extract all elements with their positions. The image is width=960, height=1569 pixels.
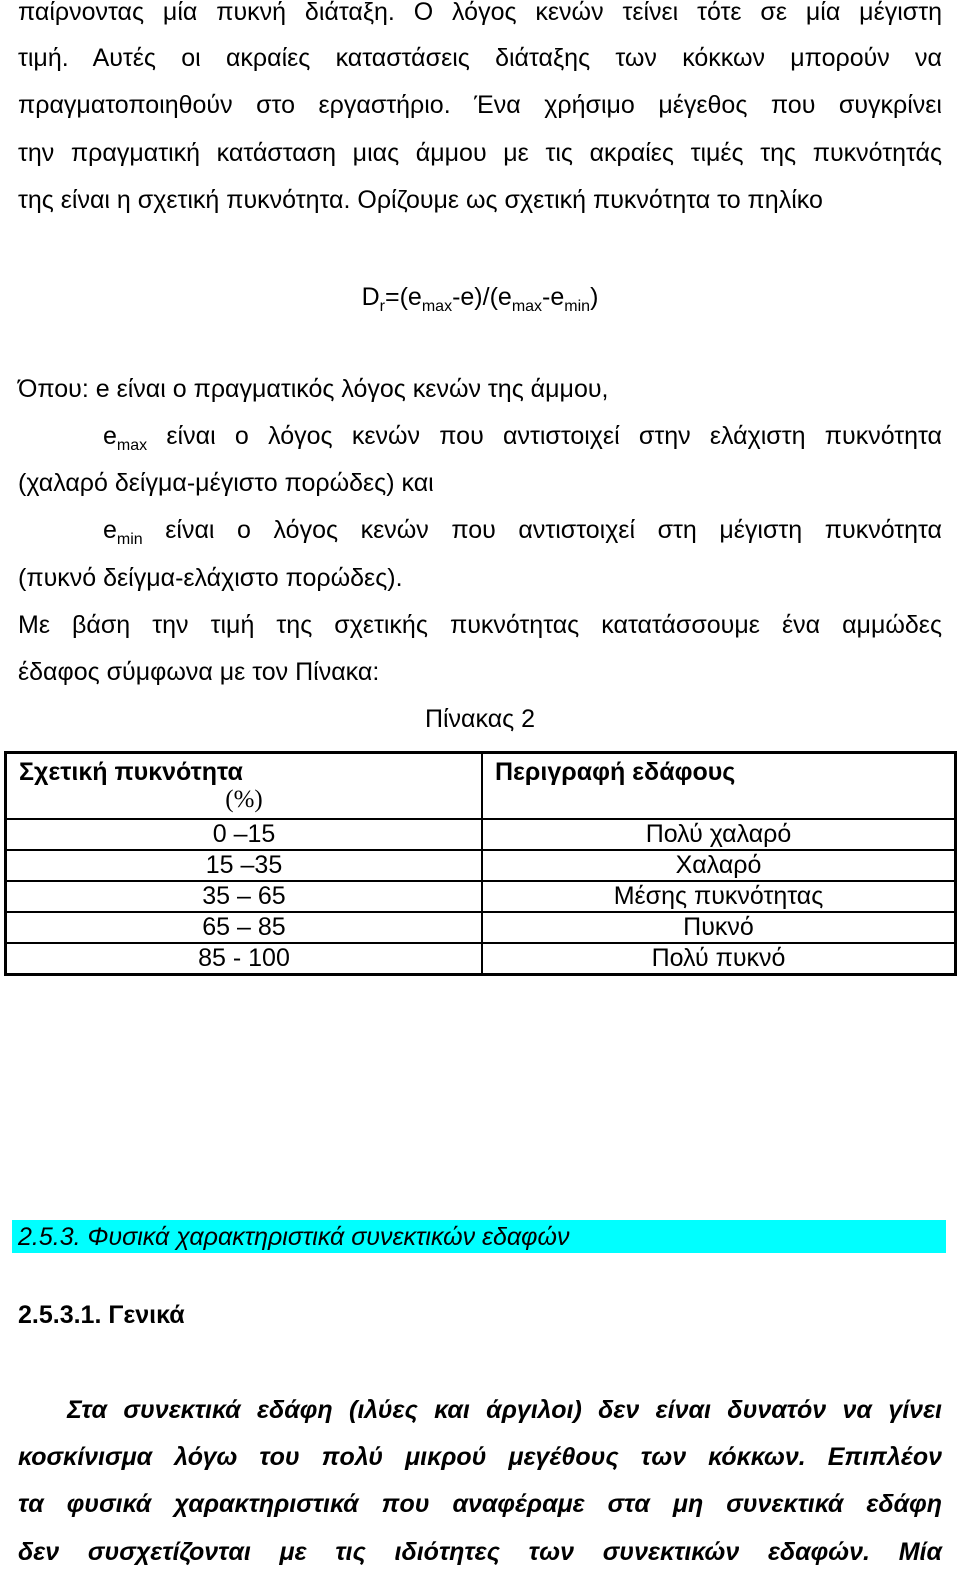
density-range-cell: 0 –15 [6,819,483,850]
header-label: Σχετική πυκνότητα [19,758,243,786]
table-row [6,881,956,912]
density-range-cell: 85 - 100 [6,943,483,975]
column-header-soil-description [482,753,956,820]
description-cell: Χαλαρό [482,850,956,881]
paragraph-line: Στα συνεκτικά εδάφη (ιλύες και άργιλοι) δεν είναι δυνατόν να γίνει [18,1396,942,1424]
definition-emin-continued: (πυκνό δείγμα-ελάχιστο πορώδες). [18,564,403,592]
paragraph-line: την πραγματική κατάσταση μιας άμμου με τις ακραίες τιμές της πυκνότητάς [18,139,942,167]
table-row [6,819,956,850]
description-cell: Μέσης πυκνότητας [482,881,956,912]
table-row [6,850,956,881]
paragraph-line: τα φυσικά χαρακτηριστικά που αναφέραμε στα μη συνεκτικά εδάφη [18,1490,942,1518]
description-cell: Πολύ πυκνό [482,943,956,975]
density-range-cell: 35 – 65 [6,881,483,912]
table-row [6,912,956,943]
table-header-row [6,753,956,820]
paragraph-line: της είναι η σχετική πυκνότητα. Ορίζουμε ως σχετική πυκνότητα το πηλίκο [18,186,823,214]
density-range-cell: 65 – 85 [6,912,483,943]
density-range-cell: 15 –35 [6,850,483,881]
paragraph-line: κοσκίνισμα λόγω του πολύ μικρού μεγέθους των κόκκων. Επιπλέον [18,1443,942,1471]
description-cell: Πολύ χαλαρό [482,819,956,850]
table-caption: Πίνακας 2 [424,705,536,733]
definition-e: Όπου: e είναι ο πραγματικός λόγος κενών της άμμου, [18,375,609,403]
table-row [6,943,956,975]
header-unit: (%) [225,786,263,813]
description-cell: Πυκνό [482,912,956,943]
column-header-relative-density [6,753,483,820]
paragraph-line: τιμή. Αυτές οι ακραίες καταστάσεις διάταξης των κόκκων μπορούν να [18,44,942,72]
definition-emax-continued: (χαλαρό δείγμα-μέγιστο πορώδες) και [18,469,434,497]
paragraph-line: παίρνοντας μία πυκνή διάταξη. Ο λόγος κενών τείνει τότε σε μία μέγιστη [18,0,942,26]
definition-emin: $e_{min}$ είναι ο λόγος κενών που αντιστοιχεί στη μέγιστη πυκνότητα [103,516,942,548]
header-label: Περιγραφή εδάφους [495,758,736,786]
section-heading: 2.5.3. Φυσικά χαρακτηριστικά συνεκτικών εδαφών [18,1223,570,1251]
paragraph-line: πραγματοποιηθούν στο εργαστήριο. Ένα χρήσιμο μέγεθος που συγκρίνει [18,91,942,119]
classification-intro: Με βάση την τιμή της σχετικής πυκνότητας κατατάσσουμε ένα αμμώδες [18,611,942,639]
classification-intro-continued: έδαφος σύμφωνα με τον Πίνακα: [18,658,380,686]
subsection-heading: 2.5.3.1. Γενικά [18,1301,185,1329]
definition-emax: $e_{max}$ είναι ο λόγος κενών που αντιστοιχεί στην ελάχιστη πυκνότητα [103,422,942,454]
relative-density-formula: $D_r=(e_{max}-e)/(e_{max}-e_{min})$ [361,283,599,315]
paragraph-line: δεν συσχετίζονται με τις ιδιότητες των συνεκτικών εδαφών. Μία [18,1538,942,1566]
relative-density-table [4,751,957,976]
